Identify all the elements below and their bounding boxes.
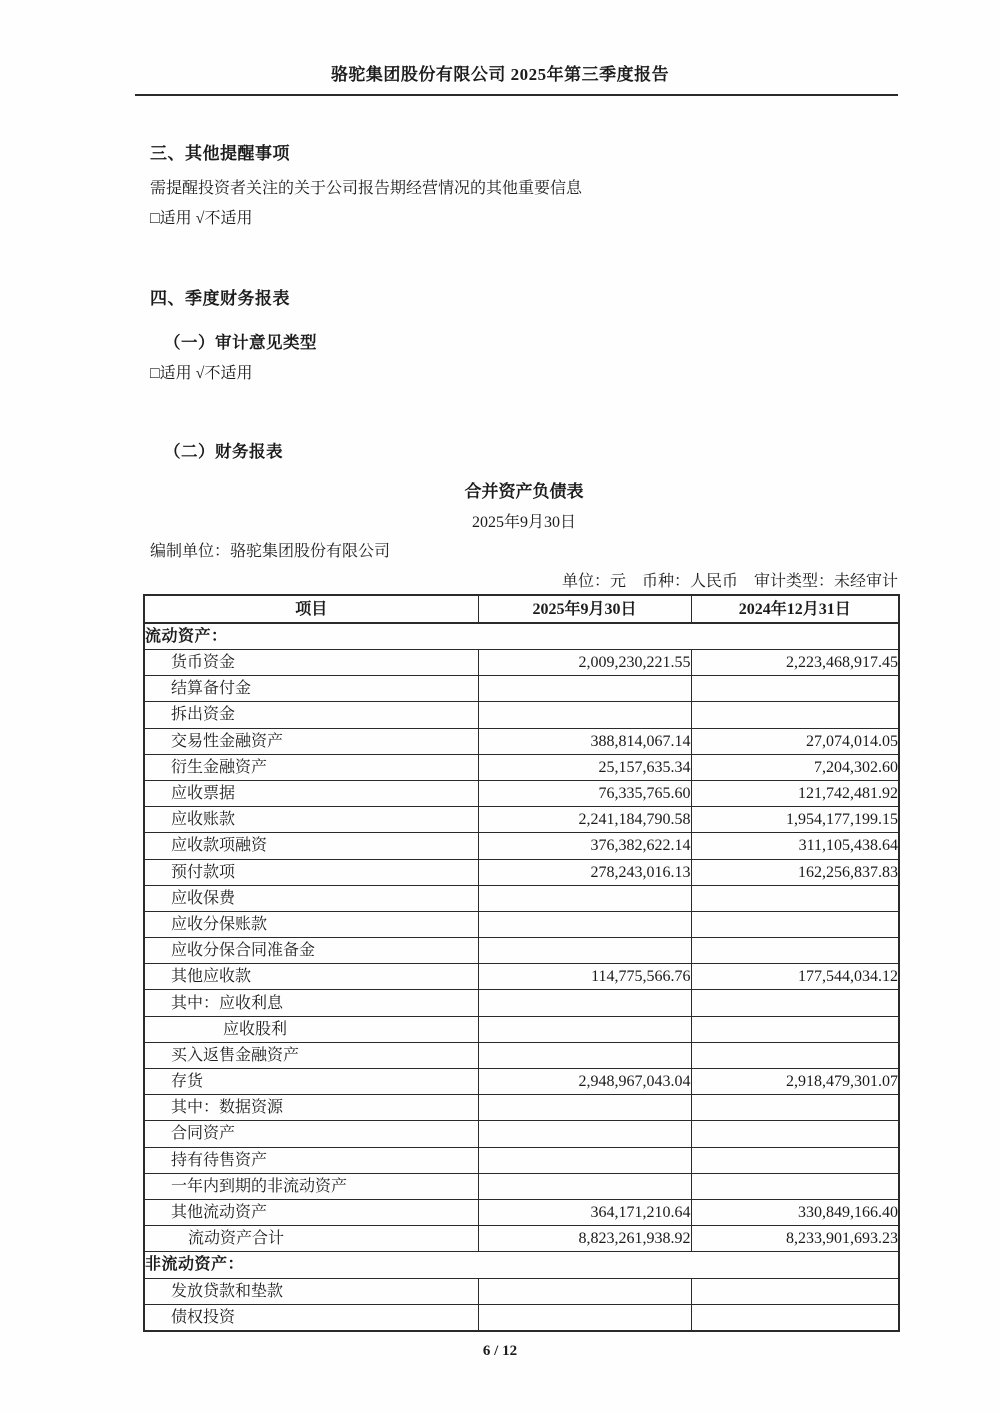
header-rule (135, 94, 898, 96)
table-row (144, 1016, 899, 1042)
value-cell: 76,335,765.60 (478, 780, 691, 806)
value-cell: 2,223,468,917.45 (691, 650, 899, 676)
item-label-cell: 买入返售金融资产 (144, 1042, 478, 1068)
table-row (144, 1173, 899, 1199)
value-cell (478, 676, 691, 702)
table-header-row (144, 595, 899, 623)
value-cell (691, 1278, 899, 1304)
table-row (144, 807, 899, 833)
item-label-cell: 一年内到期的非流动资产 (144, 1173, 478, 1199)
table-row (144, 1069, 899, 1095)
value-cell (478, 990, 691, 1016)
page-header (0, 0, 1000, 96)
section-other-reminders-heading: 三、其他提醒事项 (150, 144, 290, 163)
value-cell (478, 1304, 691, 1331)
statement-preparer: 编制单位：骆驼集团股份有限公司 (150, 543, 391, 560)
value-cell: 2,009,230,221.55 (478, 650, 691, 676)
table-row (144, 780, 899, 806)
value-cell (478, 1042, 691, 1068)
item-label-cell: 应收股利 (144, 1016, 478, 1042)
table-row (144, 964, 899, 990)
value-cell (478, 1278, 691, 1304)
value-cell: 7,204,302.60 (691, 754, 899, 780)
value-cell (691, 990, 899, 1016)
table-row (144, 623, 899, 650)
item-label-cell: 合同资产 (144, 1121, 478, 1147)
statement-date: 2025年9月30日 (471, 514, 576, 531)
value-cell (691, 1095, 899, 1121)
item-label-cell: 应收账款 (144, 807, 478, 833)
page-content (150, 139, 898, 591)
value-cell: 121,742,481.92 (691, 780, 899, 806)
item-label-cell: 流动资产合计 (144, 1226, 478, 1252)
value-cell (478, 911, 691, 937)
value-cell: 2,918,479,301.07 (691, 1069, 899, 1095)
section-label-cell: 流动资产： (144, 623, 899, 650)
value-cell (478, 885, 691, 911)
value-cell: 162,256,837.83 (691, 859, 899, 885)
balance-sheet-table (143, 594, 900, 1332)
item-label-cell: 应收票据 (144, 780, 478, 806)
item-label-cell: 货币资金 (144, 650, 478, 676)
value-cell (691, 1147, 899, 1173)
table-row (144, 702, 899, 728)
table-row (144, 1304, 899, 1331)
table-row (144, 1199, 899, 1225)
table-row (144, 1121, 899, 1147)
statement-title: 合并资产负债表 (464, 482, 584, 501)
value-cell: 8,823,261,938.92 (478, 1226, 691, 1252)
item-label-cell: 其他应收款 (144, 964, 478, 990)
item-label-cell: 其中：应收利息 (144, 990, 478, 1016)
value-cell (478, 1016, 691, 1042)
value-cell (691, 911, 899, 937)
item-label-cell: 其中：数据资源 (144, 1095, 478, 1121)
item-label-cell: 应收分保账款 (144, 911, 478, 937)
value-cell (478, 702, 691, 728)
item-label-cell: 交易性金融资产 (144, 728, 478, 754)
column-header-2025: 2025年9月30日 (478, 595, 691, 623)
subsection-audit-opinion-heading: （一）审计意见类型 (164, 333, 317, 352)
item-label-cell: 应收保费 (144, 885, 478, 911)
column-header-2024: 2024年12月31日 (691, 595, 899, 623)
value-cell (478, 938, 691, 964)
section-quarterly-statements-heading: 四、季度财务报表 (150, 289, 290, 308)
value-cell: 330,849,166.40 (691, 1199, 899, 1225)
statement-unit-line: 单位：元 币种：人民币 审计类型：未经审计 (561, 573, 898, 590)
table-row (144, 754, 899, 780)
item-label-cell: 债权投资 (144, 1304, 478, 1331)
value-cell (691, 1042, 899, 1068)
value-cell: 1,954,177,199.15 (691, 807, 899, 833)
value-cell (691, 1016, 899, 1042)
table-row (144, 990, 899, 1016)
value-cell: 364,171,210.64 (478, 1199, 691, 1225)
item-label-cell: 发放贷款和垫款 (144, 1278, 478, 1304)
section-label-cell: 非流动资产： (144, 1252, 899, 1278)
table-row (144, 1252, 899, 1278)
value-cell (478, 1121, 691, 1147)
value-cell (478, 1147, 691, 1173)
page-number: 6 / 12 (482, 1342, 518, 1359)
value-cell (691, 1173, 899, 1199)
value-cell (691, 702, 899, 728)
balance-sheet-body (144, 623, 899, 1331)
table-row (144, 1147, 899, 1173)
table-row (144, 859, 899, 885)
subsection-audit-opinion-applicability: □适用 √不适用 (150, 365, 253, 382)
item-label-cell: 预付款项 (144, 859, 478, 885)
value-cell (691, 676, 899, 702)
value-cell: 376,382,622.14 (478, 833, 691, 859)
item-label-cell: 应收款项融资 (144, 833, 478, 859)
item-label-cell: 结算备付金 (144, 676, 478, 702)
table-row (144, 676, 899, 702)
table-row (144, 911, 899, 937)
table-row (144, 650, 899, 676)
item-label-cell: 存货 (144, 1069, 478, 1095)
subsection-financial-statements-heading: （二）财务报表 (164, 442, 283, 461)
value-cell: 278,243,016.13 (478, 859, 691, 885)
value-cell (478, 1173, 691, 1199)
balance-sheet-header (144, 595, 899, 623)
table-row (144, 885, 899, 911)
value-cell (478, 1095, 691, 1121)
section-other-reminders-applicability: □适用 √不适用 (150, 210, 253, 227)
page-header-title: 骆驼集团股份有限公司 2025年第三季度报告 (330, 65, 670, 84)
value-cell (691, 1121, 899, 1147)
value-cell: 177,544,034.12 (691, 964, 899, 990)
table-row (144, 1042, 899, 1068)
value-cell (691, 938, 899, 964)
table-row (144, 938, 899, 964)
item-label-cell: 拆出资金 (144, 702, 478, 728)
value-cell: 8,233,901,693.23 (691, 1226, 899, 1252)
value-cell (691, 1304, 899, 1331)
value-cell: 2,948,967,043.04 (478, 1069, 691, 1095)
value-cell: 27,074,014.05 (691, 728, 899, 754)
value-cell: 25,157,635.34 (478, 754, 691, 780)
value-cell: 2,241,184,790.58 (478, 807, 691, 833)
table-row (144, 1226, 899, 1252)
section-other-reminders-body: 需提醒投资者关注的关于公司报告期经营情况的其他重要信息 (150, 180, 583, 197)
column-header-item: 项目 (144, 595, 478, 623)
item-label-cell: 衍生金融资产 (144, 754, 478, 780)
item-label-cell: 持有待售资产 (144, 1147, 478, 1173)
table-row (144, 1095, 899, 1121)
table-row (144, 833, 899, 859)
value-cell: 114,775,566.76 (478, 964, 691, 990)
table-row (144, 1278, 899, 1304)
value-cell: 311,105,438.64 (691, 833, 899, 859)
table-row (144, 728, 899, 754)
item-label-cell: 应收分保合同准备金 (144, 938, 478, 964)
value-cell (691, 885, 899, 911)
item-label-cell: 其他流动资产 (144, 1199, 478, 1225)
value-cell: 388,814,067.14 (478, 728, 691, 754)
